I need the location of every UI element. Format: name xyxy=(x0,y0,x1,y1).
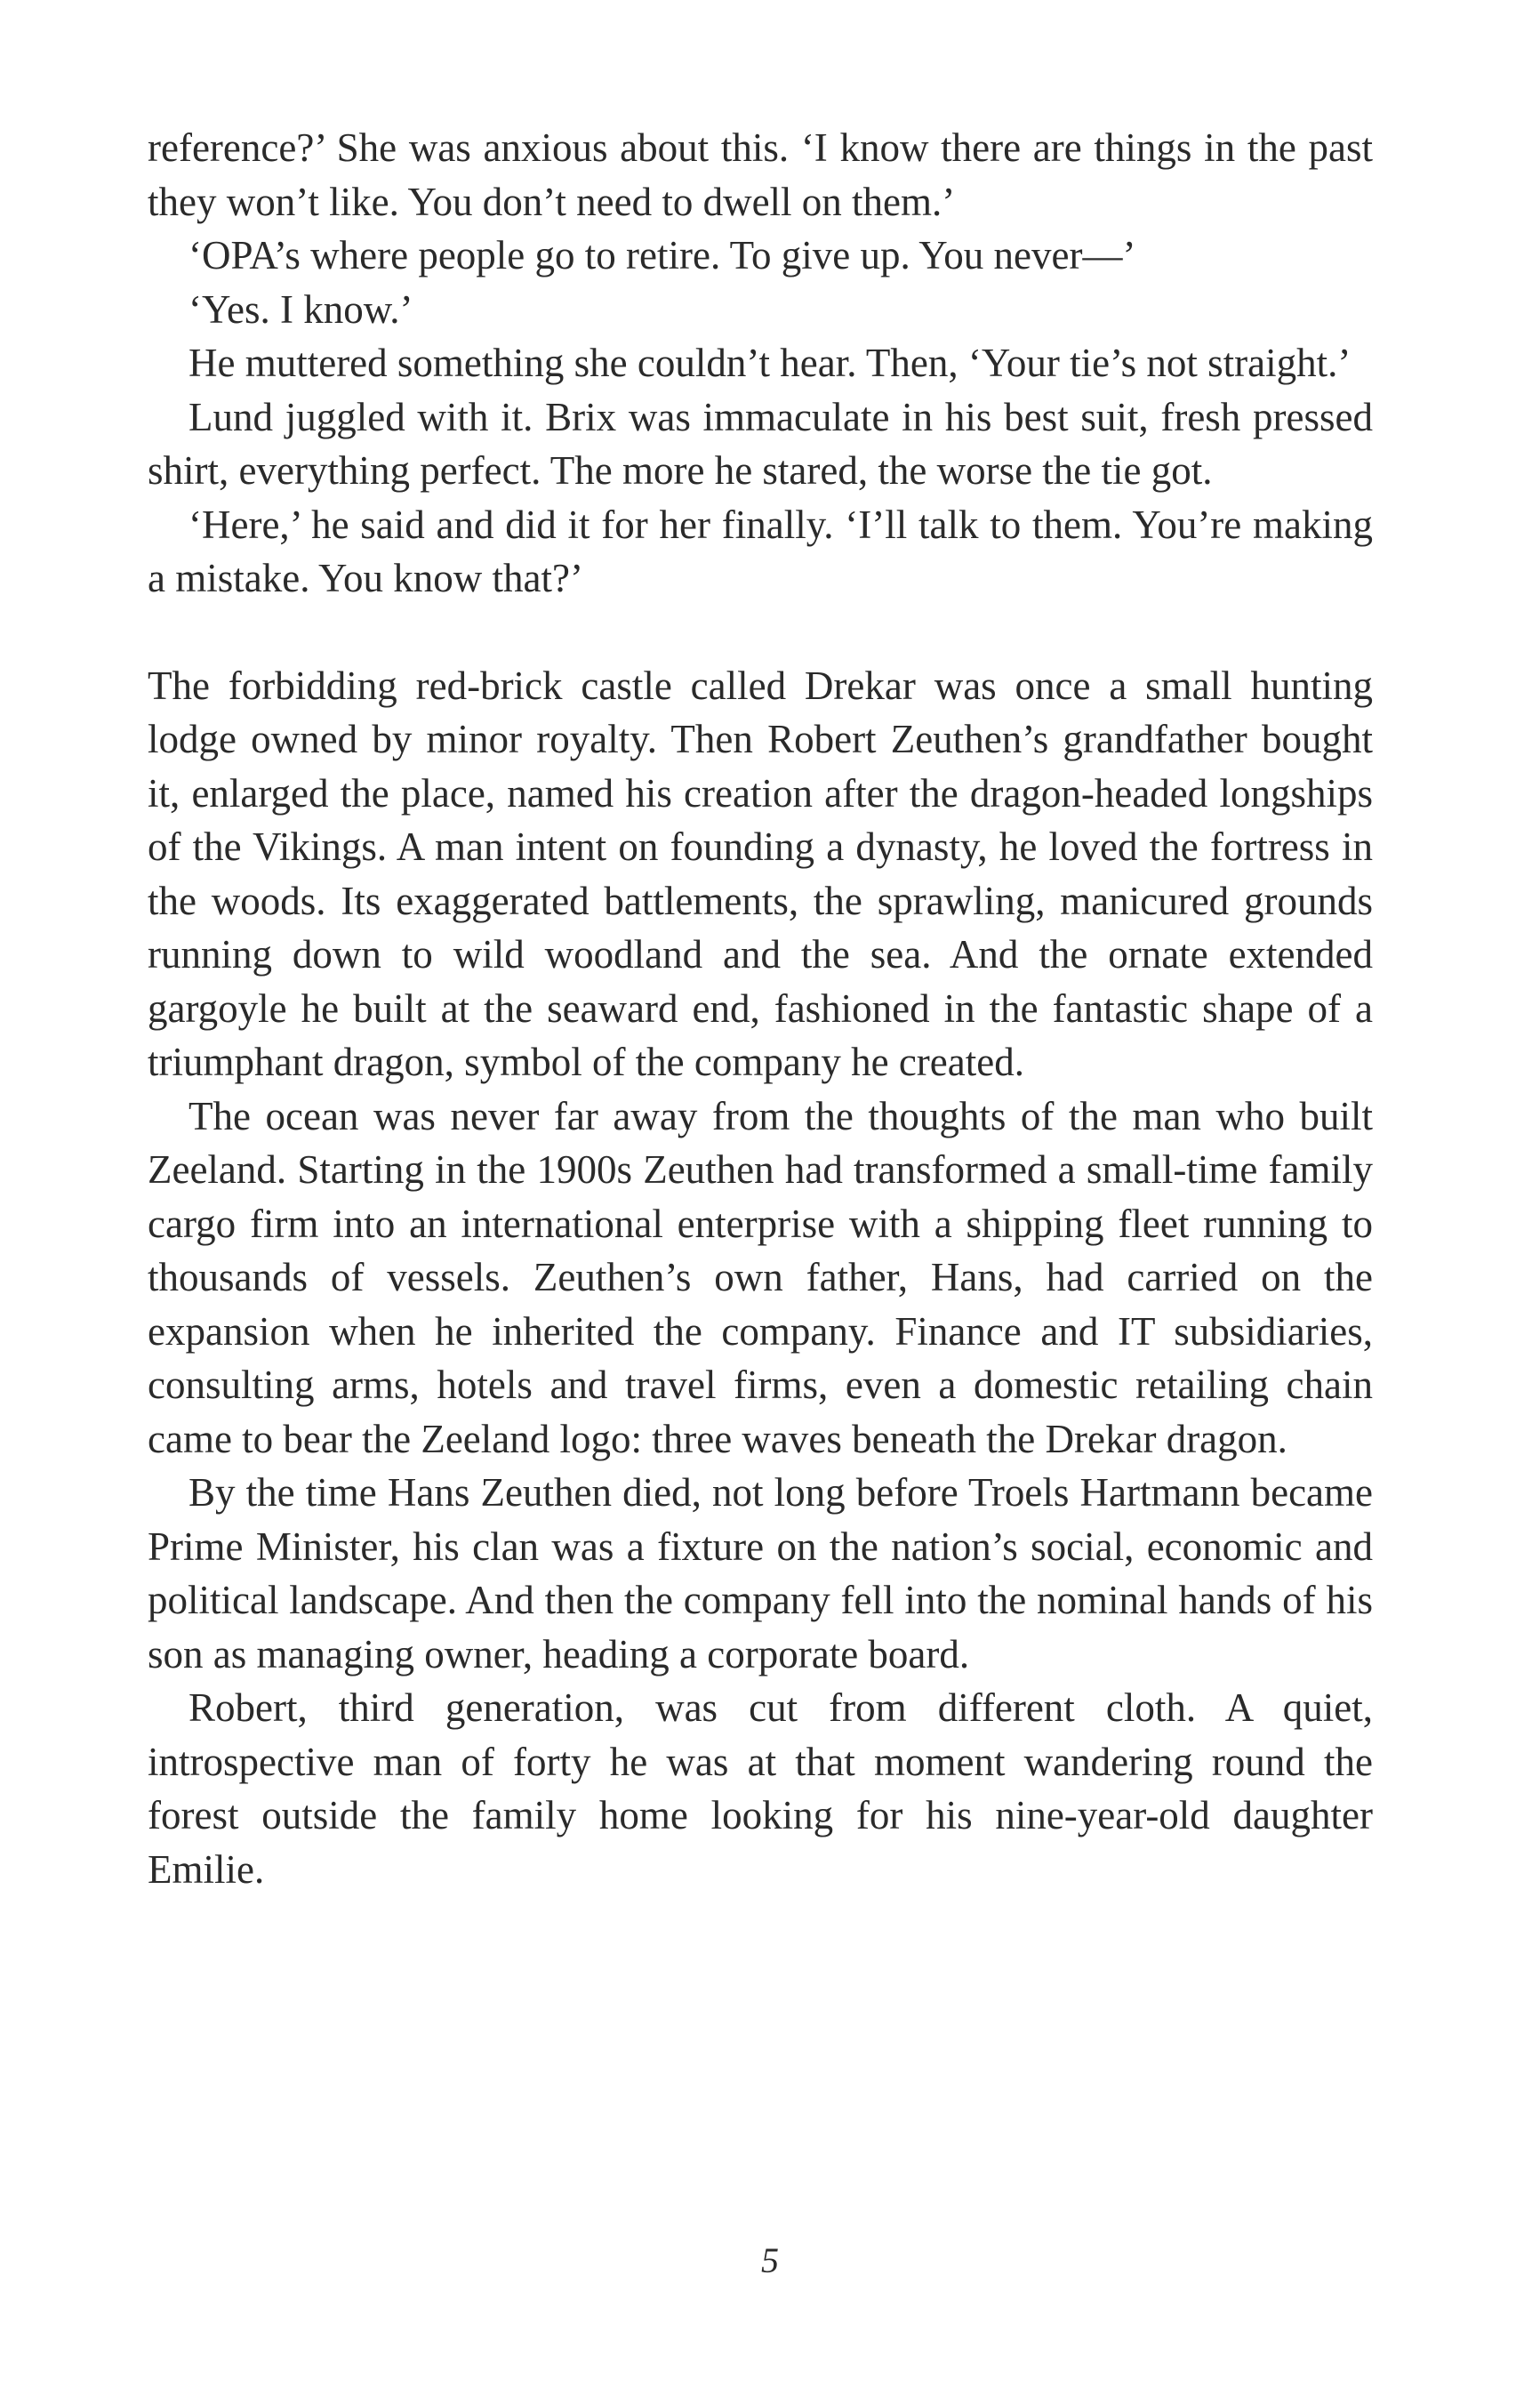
paragraph-narration: Lund juggled with it. Brix was immaculate in his best suit, fresh pressed shirt, everything perfect. The more he stared, the worse the tie got. xyxy=(148,394,1373,493)
text-column xyxy=(148,121,1373,1896)
section-break xyxy=(148,606,1373,659)
paragraph-continued: reference?’ She was anxious about this. ‘I know there are things in the past they won’t like. You don’t need to dwell on them.’ xyxy=(148,125,1373,224)
page-number: 5 xyxy=(761,2240,779,2280)
paragraph-narration: By the time Hans Zeuthen died, not long before Troels Hartmann became Prime Minister, his clan was a fixture on the nation’s social, economic and political landscape. And then the company fell into the nominal hands of his son as managing owner, heading a corporate board. xyxy=(148,1470,1373,1676)
paragraph-dialogue: ‘Here,’ he said and did it for her finally. ‘I’ll talk to them. You’re making a mistake. You know that?’ xyxy=(148,502,1373,600)
paragraph-narration: The ocean was never far away from the thoughts of the man who built Zeeland. Starting in the 1900s Zeuthen had transformed a small-time family cargo firm into an international enterprise with a shipping fleet running to thousands of vessels. Zeuthen’s own father, Hans, had carried on the expansion when he inherited the company. Finance and IT subsidiaries, consulting arms, hotels and travel firms, even a domestic retailing chain came to bear the Zeeland logo: three waves beneath the Drekar dragon. xyxy=(148,1093,1373,1461)
paragraph-narration: Robert, third generation, was cut from different cloth. A quiet, introspective man of forty he was at that moment wandering round the forest outside the family home looking for his nine-year-old daughter Emilie. xyxy=(148,1685,1373,1892)
paragraph-dialogue: ‘OPA’s where people go to retire. To give up. You never—’ xyxy=(188,233,1136,277)
paragraph-dialogue: ‘Yes. I know.’ xyxy=(188,286,413,332)
paragraph-dialogue: He muttered something she couldn’t hear. Then, ‘Your tie’s not straight.’ xyxy=(188,341,1352,385)
paragraph-section-opening: The forbidding red-brick castle called Drekar was once a small hunting lodge owned by minor royalty. Then Robert Zeuthen’s grandfather bought it, enlarged the place, named his creation after the dragon-headed longships of the Vikings. A man intent on founding a dynasty, he loved the fortress in the woods. Its exaggerated battlements, the sprawling, manicured grounds running down to wild woodland and the sea. And the ornate extended gargoyle he built at the seaward end, fashioned in the fantastic shape of a triumphant dragon, symbol of the company he created. xyxy=(148,663,1373,1084)
